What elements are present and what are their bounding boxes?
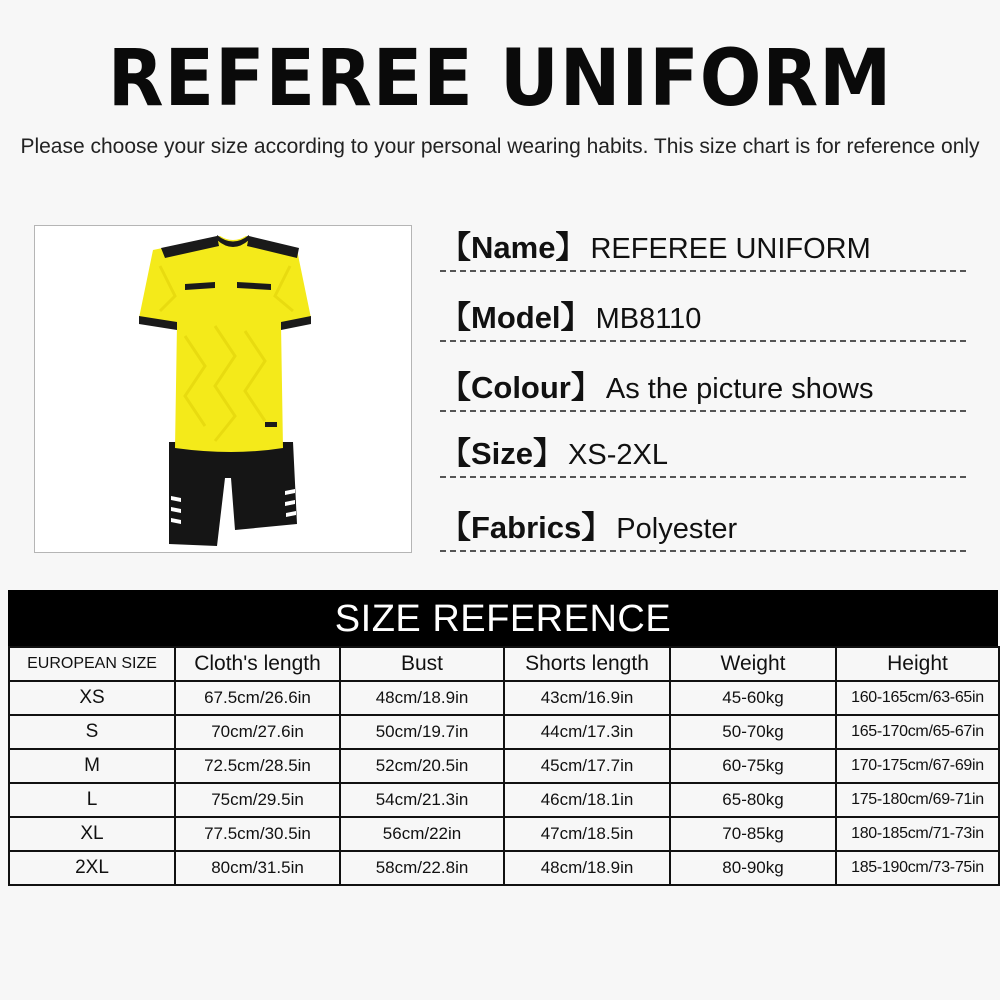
table-header-row <box>9 647 999 681</box>
table-cell: 52cm/20.5in <box>340 749 504 783</box>
table-cell: 170-175cm/67-69in <box>836 749 999 783</box>
column-header: Height <box>836 647 999 681</box>
product-image <box>34 225 412 553</box>
spec-colour-label: 【Colour】 <box>440 370 602 405</box>
table-cell: 70cm/27.6in <box>175 715 340 749</box>
table-cell: 180-185cm/71-73in <box>836 817 999 851</box>
spec-size-value: XS-2XL <box>568 439 668 471</box>
table-cell: 70-85kg <box>670 817 836 851</box>
table-row <box>9 681 999 715</box>
spec-fabrics <box>440 506 966 552</box>
spec-model-label: 【Model】 <box>440 300 592 335</box>
table-cell: 58cm/22.8in <box>340 851 504 885</box>
size-cell: L <box>9 783 175 817</box>
table-cell: 46cm/18.1in <box>504 783 670 817</box>
table-row <box>9 783 999 817</box>
size-reference-banner: SIZE REFERENCE <box>8 590 998 646</box>
spec-name-label: 【Name】 <box>440 230 587 265</box>
table-cell: 56cm/22in <box>340 817 504 851</box>
column-header: Bust <box>340 647 504 681</box>
referee-uniform-icon <box>35 226 411 552</box>
spec-size-label: 【Size】 <box>440 436 565 471</box>
table-cell: 67.5cm/26.6in <box>175 681 340 715</box>
table-cell: 43cm/16.9in <box>504 681 670 715</box>
column-header: Shorts length <box>504 647 670 681</box>
table-cell: 165-170cm/65-67in <box>836 715 999 749</box>
column-header: Weight <box>670 647 836 681</box>
size-cell: M <box>9 749 175 783</box>
size-cell: S <box>9 715 175 749</box>
table-cell: 48cm/18.9in <box>340 681 504 715</box>
page-title: REFEREE UNIFORM <box>107 34 893 124</box>
spec-fabrics-label: 【Fabrics】 <box>440 510 613 545</box>
table-row <box>9 715 999 749</box>
table-cell: 185-190cm/73-75in <box>836 851 999 885</box>
table-cell: 77.5cm/30.5in <box>175 817 340 851</box>
table-row <box>9 817 999 851</box>
table-cell: 80-90kg <box>670 851 836 885</box>
spec-size <box>440 432 966 478</box>
spec-fabrics-value: Polyester <box>616 513 738 545</box>
table-row <box>9 851 999 885</box>
table-row <box>9 749 999 783</box>
table-cell: 60-75kg <box>670 749 836 783</box>
table-cell: 45-60kg <box>670 681 836 715</box>
table-cell: 45cm/17.7in <box>504 749 670 783</box>
table-cell: 50-70kg <box>670 715 836 749</box>
spec-model <box>440 296 966 342</box>
table-cell: 48cm/18.9in <box>504 851 670 885</box>
table-cell: 65-80kg <box>670 783 836 817</box>
spec-name-value: REFEREE UNIFORM <box>590 233 871 265</box>
size-cell: 2XL <box>9 851 175 885</box>
page-subtitle: Please choose your size according to your personal wearing habits. This size chart is for reference only <box>20 135 980 158</box>
size-cell: XL <box>9 817 175 851</box>
table-cell: 54cm/21.3in <box>340 783 504 817</box>
column-header: Cloth's length <box>175 647 340 681</box>
table-cell: 175-180cm/69-71in <box>836 783 999 817</box>
table-cell: 47cm/18.5in <box>504 817 670 851</box>
table-cell: 80cm/31.5in <box>175 851 340 885</box>
table-cell: 50cm/19.7in <box>340 715 504 749</box>
table-cell: 72.5cm/28.5in <box>175 749 340 783</box>
spec-colour <box>440 366 966 412</box>
table-cell: 75cm/29.5in <box>175 783 340 817</box>
spec-colour-value: As the picture shows <box>605 373 874 405</box>
column-header: EUROPEAN SIZE <box>9 647 175 681</box>
table-cell: 160-165cm/63-65in <box>836 681 999 715</box>
size-cell: XS <box>9 681 175 715</box>
table-cell: 44cm/17.3in <box>504 715 670 749</box>
spec-name <box>440 226 966 272</box>
spec-model-value: MB8110 <box>595 303 702 335</box>
size-table <box>8 646 1000 886</box>
